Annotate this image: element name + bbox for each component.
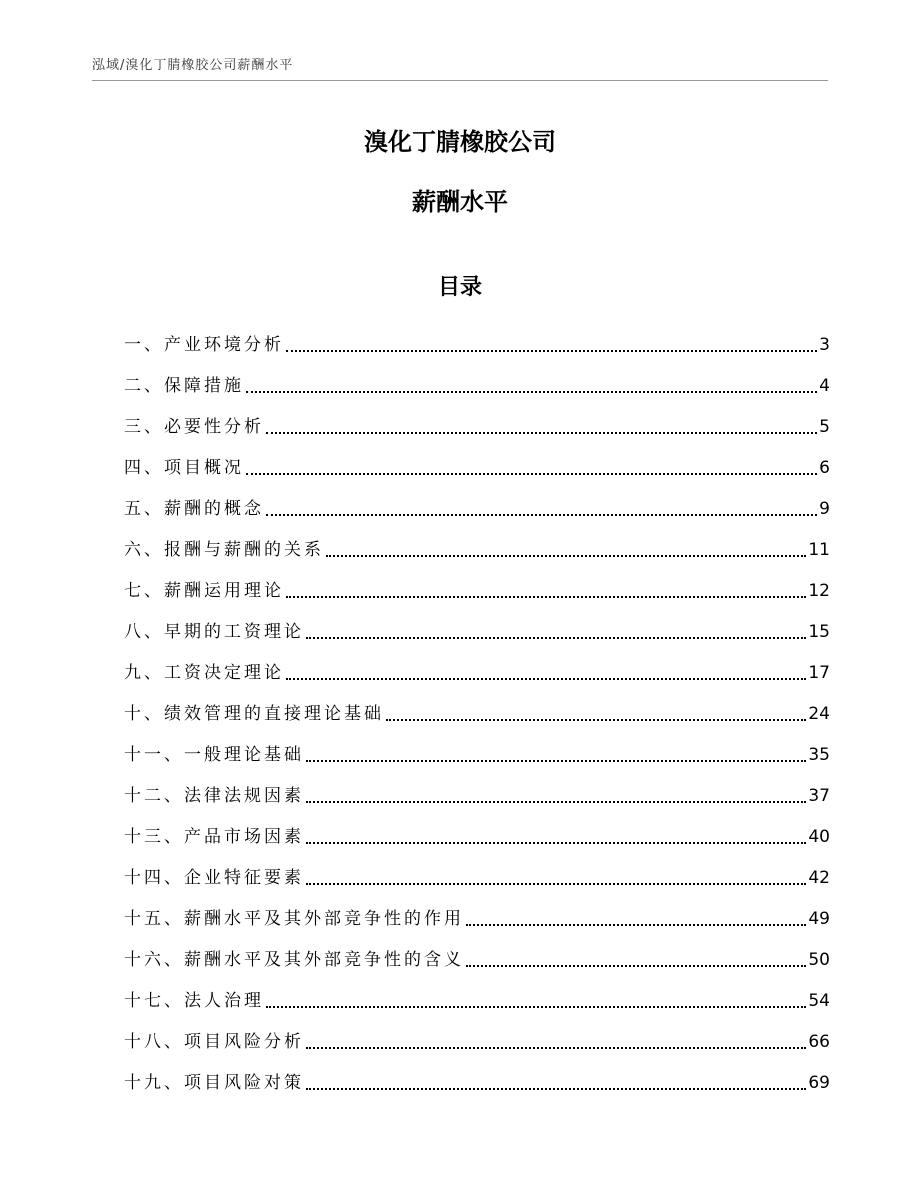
toc-entry-label: 报酬与薪酬的关系 <box>164 540 324 560</box>
toc-entry-label: 项目风险分析 <box>184 1032 304 1052</box>
toc-entry-page: 69 <box>808 1073 830 1093</box>
toc-dot-leader <box>266 1006 806 1008</box>
toc-entry-label: 必要性分析 <box>164 417 264 437</box>
toc-dot-leader <box>246 473 817 475</box>
toc-entry-number: 十四、 <box>124 868 184 888</box>
toc-entry[interactable] <box>124 320 830 361</box>
toc-entry-number: 十七、 <box>124 991 184 1011</box>
toc-entry-number: 一、 <box>124 335 164 355</box>
toc-entry-number: 三、 <box>124 417 164 437</box>
toc-entry[interactable] <box>124 771 830 812</box>
toc-entry[interactable] <box>124 607 830 648</box>
toc-entry-number: 十九、 <box>124 1073 184 1093</box>
toc-entry-page: 6 <box>819 458 830 478</box>
toc-entry-label: 法人治理 <box>184 991 264 1011</box>
toc-entry-page: 54 <box>808 991 830 1011</box>
toc-entry[interactable] <box>124 361 830 402</box>
toc-entry[interactable] <box>124 484 830 525</box>
toc-dot-leader <box>466 965 806 967</box>
toc-dot-leader <box>286 596 806 598</box>
toc-entry-page: 37 <box>808 786 830 806</box>
toc-entry[interactable] <box>124 689 830 730</box>
toc-dot-leader <box>306 637 806 639</box>
toc-entry-label: 保障措施 <box>164 376 244 396</box>
toc-entry-label: 早期的工资理论 <box>164 622 304 642</box>
toc-entry-number: 四、 <box>124 458 164 478</box>
toc-entry[interactable] <box>124 935 830 976</box>
toc-entry-number: 十三、 <box>124 827 184 847</box>
toc-dot-leader <box>266 432 817 434</box>
toc-entry-label: 项目风险对策 <box>184 1073 304 1093</box>
toc-entry-label: 一般理论基础 <box>184 745 304 765</box>
toc-entry-label: 薪酬的概念 <box>164 499 264 519</box>
toc-entry-page: 42 <box>808 868 830 888</box>
toc-entry-page: 17 <box>808 663 830 683</box>
toc-entry-page: 40 <box>808 827 830 847</box>
toc-entry-number: 十八、 <box>124 1032 184 1052</box>
toc-entry-page: 3 <box>819 335 830 355</box>
toc-entry-label: 产品市场因素 <box>184 827 304 847</box>
toc-entry[interactable] <box>124 1017 830 1058</box>
document-title: 溴化丁腈橡胶公司 <box>364 128 556 156</box>
toc-entry-page: 15 <box>808 622 830 642</box>
toc-entry[interactable] <box>124 853 830 894</box>
toc-entry-number: 八、 <box>124 622 164 642</box>
toc-entry-label: 项目概况 <box>164 458 244 478</box>
toc-entry-page: 66 <box>808 1032 830 1052</box>
toc-entry-number: 十、 <box>124 704 164 724</box>
toc-entry[interactable] <box>124 525 830 566</box>
toc-dot-leader <box>306 801 806 803</box>
toc-entry-number: 五、 <box>124 499 164 519</box>
toc-entry-number: 九、 <box>124 663 164 683</box>
toc-entry-label: 法律法规因素 <box>184 786 304 806</box>
toc-entry-number: 十二、 <box>124 786 184 806</box>
toc-entry-label: 工资决定理论 <box>164 663 284 683</box>
toc-entry-label: 企业特征要素 <box>184 868 304 888</box>
toc-dot-leader <box>286 350 817 352</box>
toc-dot-leader <box>306 1088 806 1090</box>
toc-entry[interactable] <box>124 812 830 853</box>
toc-entry-label: 薪酬水平及其外部竞争性的含义 <box>184 950 464 970</box>
toc-entry-page: 49 <box>808 909 830 929</box>
toc-heading: 目录 <box>437 275 482 300</box>
toc-entry-label: 产业环境分析 <box>164 335 284 355</box>
toc-entry-number: 十五、 <box>124 909 184 929</box>
toc-dot-leader <box>306 842 806 844</box>
toc-entry-number: 十一、 <box>124 745 184 765</box>
toc-entry[interactable] <box>124 443 830 484</box>
toc-entry[interactable] <box>124 566 830 607</box>
toc-entry-page: 12 <box>808 581 830 601</box>
toc-entry-page: 4 <box>819 376 830 396</box>
toc-entry-label: 绩效管理的直接理论基础 <box>164 704 384 724</box>
toc-entry[interactable] <box>124 894 830 935</box>
toc-dot-leader <box>306 1047 806 1049</box>
header-divider <box>92 80 828 81</box>
toc-dot-leader <box>306 760 806 762</box>
toc-entry-label: 薪酬水平及其外部竞争性的作用 <box>184 909 464 929</box>
running-header: 泓域/溴化丁腈橡胶公司薪酬水平 <box>92 58 294 73</box>
document-subtitle: 薪酬水平 <box>412 188 508 216</box>
toc-entry-number: 七、 <box>124 581 164 601</box>
toc-dot-leader <box>246 391 817 393</box>
toc-entry-page: 11 <box>808 540 830 560</box>
toc-dot-leader <box>386 719 806 721</box>
toc-entry[interactable] <box>124 648 830 689</box>
toc-entry-number: 六、 <box>124 540 164 560</box>
toc-dot-leader <box>306 883 806 885</box>
toc-entry-number: 二、 <box>124 376 164 396</box>
toc-entry[interactable] <box>124 730 830 771</box>
toc-dot-leader <box>266 514 817 516</box>
toc-entry-page: 9 <box>819 499 830 519</box>
table-of-contents <box>124 320 830 1099</box>
toc-entry-label: 薪酬运用理论 <box>164 581 284 601</box>
toc-entry-page: 5 <box>819 417 830 437</box>
toc-entry[interactable] <box>124 402 830 443</box>
toc-entry-page: 50 <box>808 950 830 970</box>
toc-entry[interactable] <box>124 1058 830 1099</box>
toc-dot-leader <box>326 555 806 557</box>
toc-entry-page: 24 <box>808 704 830 724</box>
toc-dot-leader <box>286 678 806 680</box>
toc-dot-leader <box>466 924 806 926</box>
toc-entry-page: 35 <box>808 745 830 765</box>
toc-entry-number: 十六、 <box>124 950 184 970</box>
toc-entry[interactable] <box>124 976 830 1017</box>
